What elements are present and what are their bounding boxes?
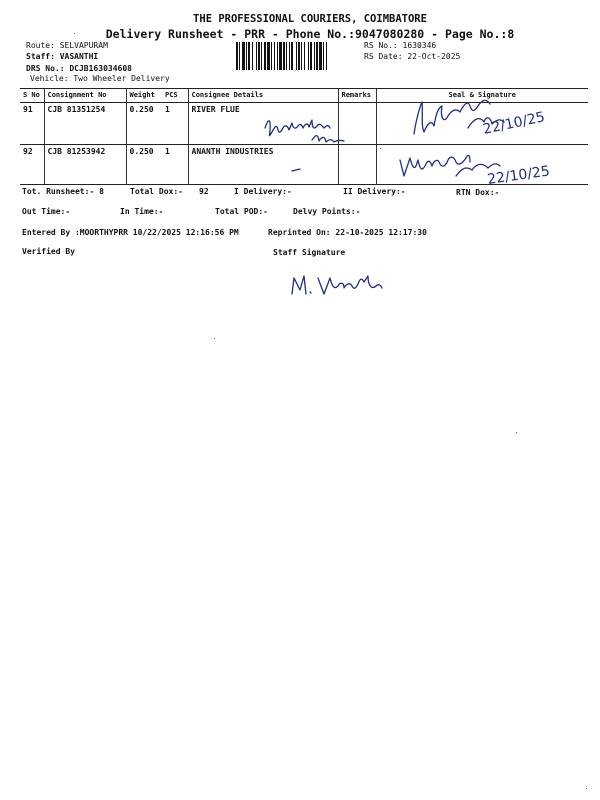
out-time: Out Time:- (22, 207, 71, 216)
rtn-dox: RTN Dox:- (456, 188, 500, 197)
rs-number: RS No.: 1630346 (364, 41, 437, 50)
i-delivery: I Delivery:- (234, 187, 292, 196)
reprinted-on: Reprinted On: 22-10-2025 12:17:30 (268, 228, 427, 237)
cell-pcs: 1 (162, 145, 188, 185)
cell-remarks (338, 145, 376, 185)
entered-by: Entered By :MOORTHYPRR 10/22/2025 12:16:56 PM (22, 228, 239, 237)
cell-consignee: ANANTH INDUSTRIES (188, 145, 338, 185)
tot-runsheet: Tot. Runsheet:- 8 (22, 187, 104, 196)
vehicle-label: Vehicle: Two Wheeler Delivery (30, 74, 170, 83)
company-title: THE PROFESSIONAL COURIERS, COIMBATORE (193, 13, 427, 25)
cell-sno: 92 (20, 145, 44, 185)
verified-by: Verified By (22, 247, 75, 256)
ink-dash (290, 165, 304, 175)
in-time: In Time:- (120, 207, 164, 216)
drs-label: DRS No.: DCJB163034608 (26, 64, 132, 73)
route-label: Route: SELVAPURAM (26, 41, 108, 50)
header-consignment: Consignment No (44, 89, 126, 103)
runsheet-title: Delivery Runsheet - PRR - Phone No.:9047080280 - Page No.:8 (105, 27, 515, 41)
cell-consignment: CJB 81351254 (44, 103, 126, 145)
signature-date-2: 22/10/25 (486, 163, 551, 188)
staff-label: Staff: VASANTHI (26, 52, 99, 61)
header-consignee: Consignee Details (188, 89, 338, 103)
cell-weight: 0.250 (126, 103, 162, 145)
consignee-handwriting-1 (262, 114, 352, 150)
header-sno: S No (20, 89, 44, 103)
cell-consignment: CJB 81253942 (44, 145, 126, 185)
total-dox-value: 92 (199, 187, 209, 196)
signature-row-1 (408, 94, 558, 142)
header-remarks: Remarks (338, 89, 376, 103)
barcode-image (236, 42, 358, 70)
header-pcs: PCS (162, 89, 188, 103)
staff-signature-ink (288, 270, 388, 302)
signature-date-1: 22/10/25 (481, 109, 547, 138)
cell-pcs: 1 (162, 103, 188, 145)
header-weight: Weight (126, 89, 162, 103)
cell-sno: 91 (20, 103, 44, 145)
cell-consignee: RIVER FLUE (188, 103, 338, 145)
delvy-points: Delvy Points:- (293, 207, 361, 216)
cell-weight: 0.250 (126, 145, 162, 185)
signature-row-2 (396, 146, 566, 190)
ii-delivery: II Delivery:- (343, 187, 406, 196)
rs-date: RS Date: 22-Oct-2025 (364, 52, 461, 61)
total-dox-label: Total Dox:- (130, 187, 183, 196)
total-pod: Total POD:- (215, 207, 268, 216)
header-signature: Seal & Signature (376, 89, 588, 103)
staff-signature-label: Staff Signature (273, 248, 346, 257)
